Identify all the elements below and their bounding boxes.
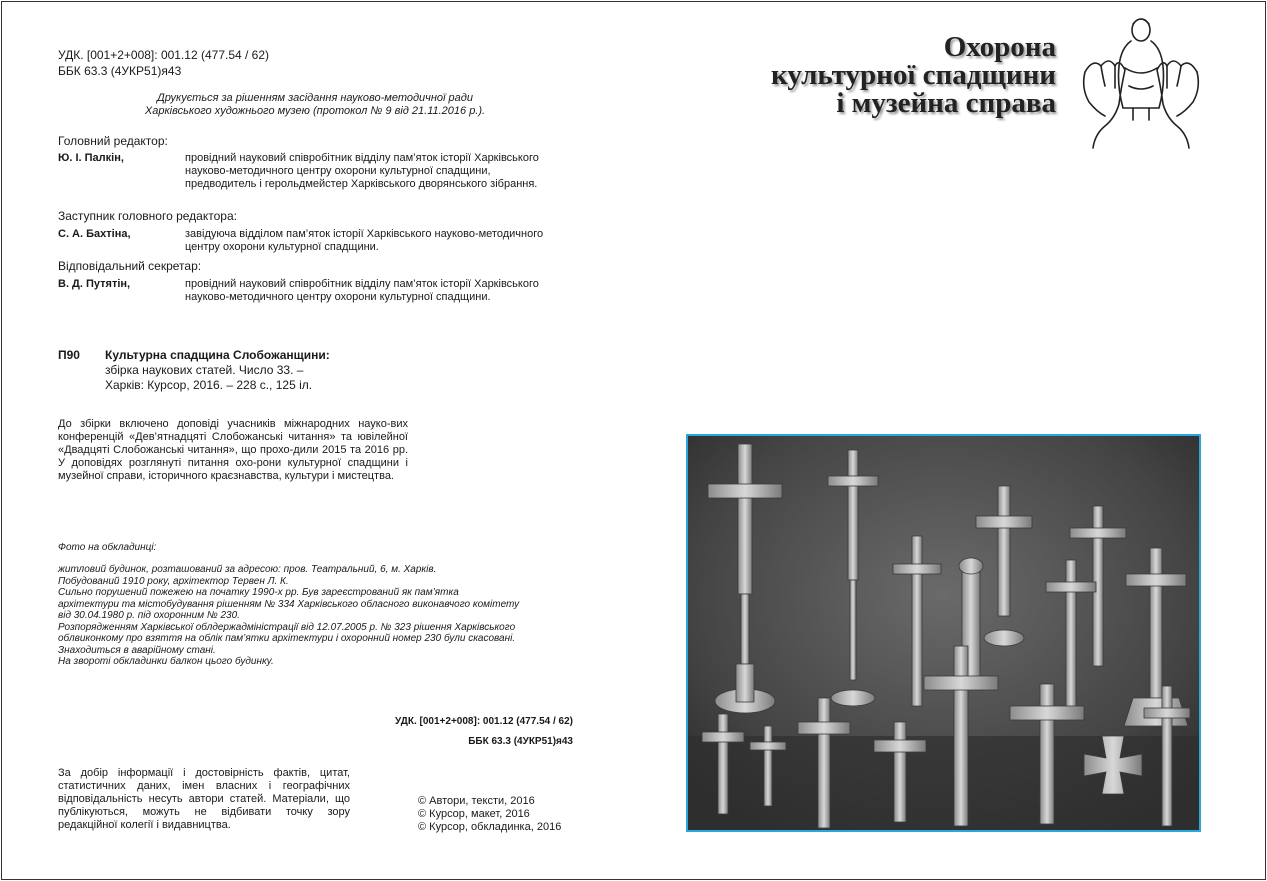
series-title-line: Охорона [943, 31, 1056, 63]
catalog-code: П90 [58, 348, 80, 362]
cover-photo-line: Сильно порушений пожежею на початку 1990-х рр. Був зареєстрований як пам’ятка [58, 587, 459, 598]
udk-code: УДК. [001+2+008]: 001.12 (477.54 / 62) [58, 48, 270, 62]
cover-photo-line: Розпорядженням Харківської облдержадміністрації від 12.07.2005 р. № 323 рішення Харківського [58, 621, 516, 633]
print-note-line: Харківського художнього музею (протокол № 9 від 21.11.2016 р.). [144, 105, 486, 117]
responsibility-note: За добір інформації і достовірність фактів, цитат, статистичних даних, імен власних і географічних відповідальність несуть автори статей. Матеріали, що публікуються, можуть не відбивати точку зору редакційної колегії і видавництва. [58, 767, 350, 831]
copyright-block [418, 795, 561, 834]
cover-photo-line: На звороті обкладинки балкон цього будинку. [58, 656, 274, 667]
catalog-title: Культурна спадщина Слобожанщини: [105, 348, 330, 362]
hands-holding-figure-icon [1075, 8, 1205, 156]
cover-photo-line: облвиконкому про взяття на облік пам’ятки архітектури і охоронний номер 230 були скасовані. [58, 633, 516, 644]
udk-bold-block [300, 712, 573, 752]
catalog-entry [105, 348, 330, 393]
print-note-line: Друкується за рішенням засідання науково-методичної ради [157, 92, 473, 104]
catalog-line: збірка наукових статей. Число 33. – [105, 363, 304, 377]
editor-name: В. Д. Путятін, [58, 278, 131, 290]
series-title-line: і музейна справа [836, 87, 1056, 119]
series-title-line: культурної спадщини [771, 59, 1056, 91]
abstract: До збірки включено доповіді учасників міжнародних науко-вих конференцій «Дев’ятнадцяті Слобожанські читання» та ювілейної «Двадцяті Слобожанські читання», що прохо-дили 2015 та 2016 рр. У доповідях розглянуті питання охо-рони культурної спадщини і музейної справи, історичного краєзнавства, культури і мистецтва. [58, 418, 408, 482]
editor-name: С. А. Бахтіна, [58, 228, 131, 240]
crosses-photo-image [688, 436, 1199, 830]
cover-photo-line: архітектури та містобудування рішенням № 334 Харківського обласного виконавчого комітету [58, 598, 520, 610]
editor-desc: провідний науковий співробітник відділу пам’яток історії Харківського науково-методичного центру охорони культурної спадщини. [185, 278, 539, 303]
series-title [700, 33, 1056, 117]
bbk-bold: ББК 63.3 (4УКР51)я43 [468, 736, 573, 747]
udk-header [58, 47, 269, 79]
cover-photo-line: Побудований 1910 року, архітектор Тервен Л. К. [58, 575, 289, 587]
cover-photo-heading: Фото на обкладинці: [58, 542, 157, 553]
copyright-line: © Курсор, макет, 2016 [418, 808, 530, 820]
catalog-line: Харків: Курсор, 2016. – 228 с., 125 іл. [105, 378, 313, 392]
copyright-line: © Курсор, обкладинка, 2016 [418, 821, 562, 833]
copyright-line: © Автори, тексти, 2016 [418, 795, 535, 807]
editor-name: Ю. І. Палкін, [58, 152, 124, 164]
editor-role: Головний редактор: [58, 134, 168, 148]
bbk-code: ББК 63.3 (4УКР51)я43 [58, 64, 182, 78]
editor-desc: завідуюча відділом пам’яток історії Харківського науково-методичного центру охорони культурної спадщини. [185, 228, 544, 253]
udk-bold: УДК. [001+2+008]: 001.12 (477.54 / 62) [395, 716, 573, 727]
editor-role: Заступник головного редактора: [58, 209, 237, 223]
cover-photo-line: від 30.04.1980 р. під охоронним № 230. [58, 610, 240, 621]
cover-photo-line: Знаходиться в аварійному стані. [58, 644, 216, 656]
print-note [60, 92, 570, 118]
editor-role: Відповідальний секретар: [58, 259, 202, 273]
cover-photo-line: житловий будинок, розташований за адресою: пров. Театральний, 6, м. Харків. [58, 564, 437, 575]
editor-desc: провідний науковий співробітник відділу пам’яток історії Харківського науково-методичного центру охорони культурної спадщини, предводитель і герольдмейстер Харківського дворянського зібрання. [185, 152, 539, 190]
cover-photo-description [58, 564, 598, 668]
crosses-photo [686, 434, 1201, 832]
